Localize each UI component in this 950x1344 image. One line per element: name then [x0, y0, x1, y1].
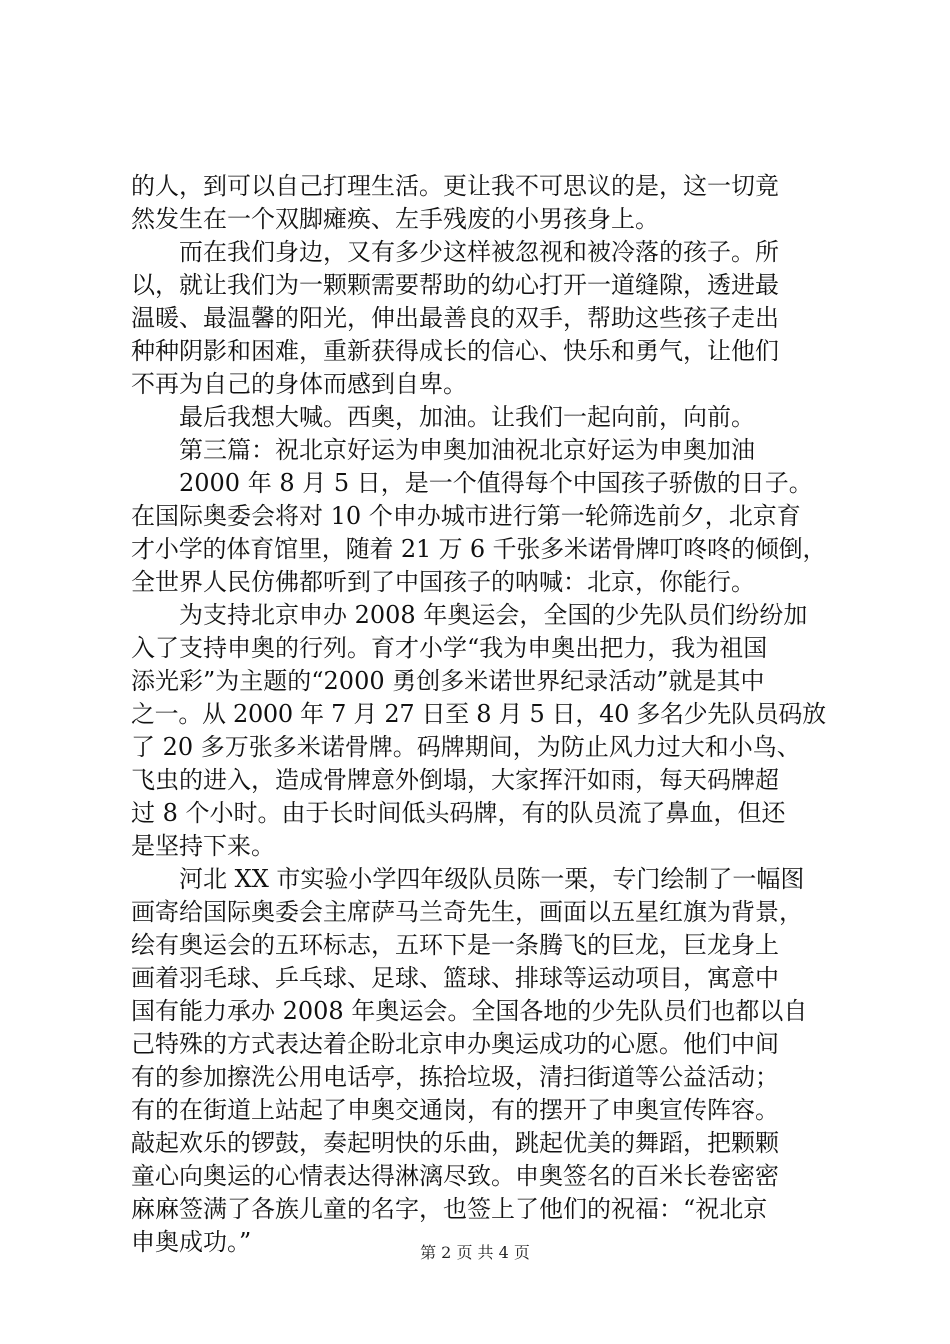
text-line: 有的参加擦洗公用电话亭，拣拾垃圾，清扫街道等公益活动； [131, 1063, 779, 1091]
section-heading: 第三篇：祝北京好运为申奥加油祝北京好运为申奥加油 [131, 436, 755, 464]
text-line: 2000 年 8 月 5 日，是一个值得每个中国孩子骄傲的日子。 [131, 469, 813, 497]
body-text [131, 170, 826, 1259]
text-line: 是坚持下来。 [131, 832, 275, 860]
text-line: 绘有奥运会的五环标志，五环下是一条腾飞的巨龙，巨龙身上 [131, 931, 779, 959]
text-line: 入了支持申奥的行列。育才小学“我为申奥出把力，我为祖国 [131, 634, 768, 662]
text-line: 童心向奥运的心情表达得淋漓尽致。申奥签名的百米长卷密密 [131, 1162, 779, 1190]
text-line: 最后我想大喊。西奥，加油。让我们一起向前，向前。 [131, 403, 755, 431]
text-line: 了 20 多万张多米诺骨牌。码牌期间，为防止风力过大和小鸟、 [131, 733, 801, 761]
text-line: 种种阴影和困难，重新获得成长的信心、快乐和勇气，让他们 [131, 337, 779, 365]
text-line: 在国际奥委会将对 10 个申办城市进行第一轮筛选前夕，北京育 [131, 502, 801, 530]
page-footer: 第 2 页 共 4 页 [420, 1243, 530, 1262]
text-line: 才小学的体育馆里，随着 21 万 6 千张多米诺骨牌叮咚咚的倾倒， [131, 535, 826, 563]
text-line: 飞虫的进入，造成骨牌意外倒塌，大家挥汗如雨，每天码牌超 [131, 766, 779, 794]
text-line: 不再为自己的身体而感到自卑。 [131, 370, 467, 398]
text-line: 为支持北京申办 2008 年奥运会，全国的少先队员们纷纷加 [131, 601, 808, 629]
text-line: 敲起欢乐的锣鼓，奏起明快的乐曲，跳起优美的舞蹈，把颗颗 [131, 1129, 779, 1157]
text-line: 添光彩”为主题的“2000 勇创多米诺世界纪录活动”就是其中 [131, 667, 765, 695]
text-line: 己特殊的方式表达着企盼北京申办奥运成功的心愿。他们中间 [131, 1030, 779, 1058]
text-line: 的人，到可以自己打理生活。更让我不可思议的是，这一切竟 [131, 172, 779, 200]
text-line: 申奥成功。” [131, 1228, 252, 1256]
text-line: 之一。从 2000 年 7 月 27 日至 8 月 5 日，40 多名少先队员码放 [131, 700, 826, 728]
text-line: 温暖、最温馨的阳光，伸出最善良的双手，帮助这些孩子走出 [131, 304, 779, 332]
text-line: 河北 XX 市实验小学四年级队员陈一栗，专门绘制了一幅图 [131, 865, 805, 893]
text-line: 国有能力承办 2008 年奥运会。全国各地的少先队员们也都以自 [131, 997, 808, 1025]
text-line: 过 8 个小时。由于长时间低头码牌，有的队员流了鼻血，但还 [131, 799, 786, 827]
text-line: 然发生在一个双脚瘫痪、左手残废的小男孩身上。 [131, 205, 659, 233]
text-line: 以，就让我们为一颗颗需要帮助的幼心打开一道缝隙，透进最 [131, 271, 779, 299]
text-line: 画着羽毛球、乒乓球、足球、篮球、排球等运动项目，寓意中 [131, 964, 779, 992]
text-line: 全世界人民仿佛都听到了中国孩子的呐喊：北京，你能行。 [131, 568, 755, 596]
text-line: 有的在街道上站起了申奥交通岗，有的摆开了申奥宣传阵容。 [131, 1096, 779, 1124]
text-line: 麻麻签满了各族儿童的名字，也签上了他们的祝福：“祝北京 [131, 1195, 768, 1223]
text-line: 画寄给国际奥委会主席萨马兰奇先生，画面以五星红旗为背景， [131, 898, 803, 926]
text-line: 而在我们身边，又有多少这样被忽视和被冷落的孩子。所 [131, 238, 779, 266]
